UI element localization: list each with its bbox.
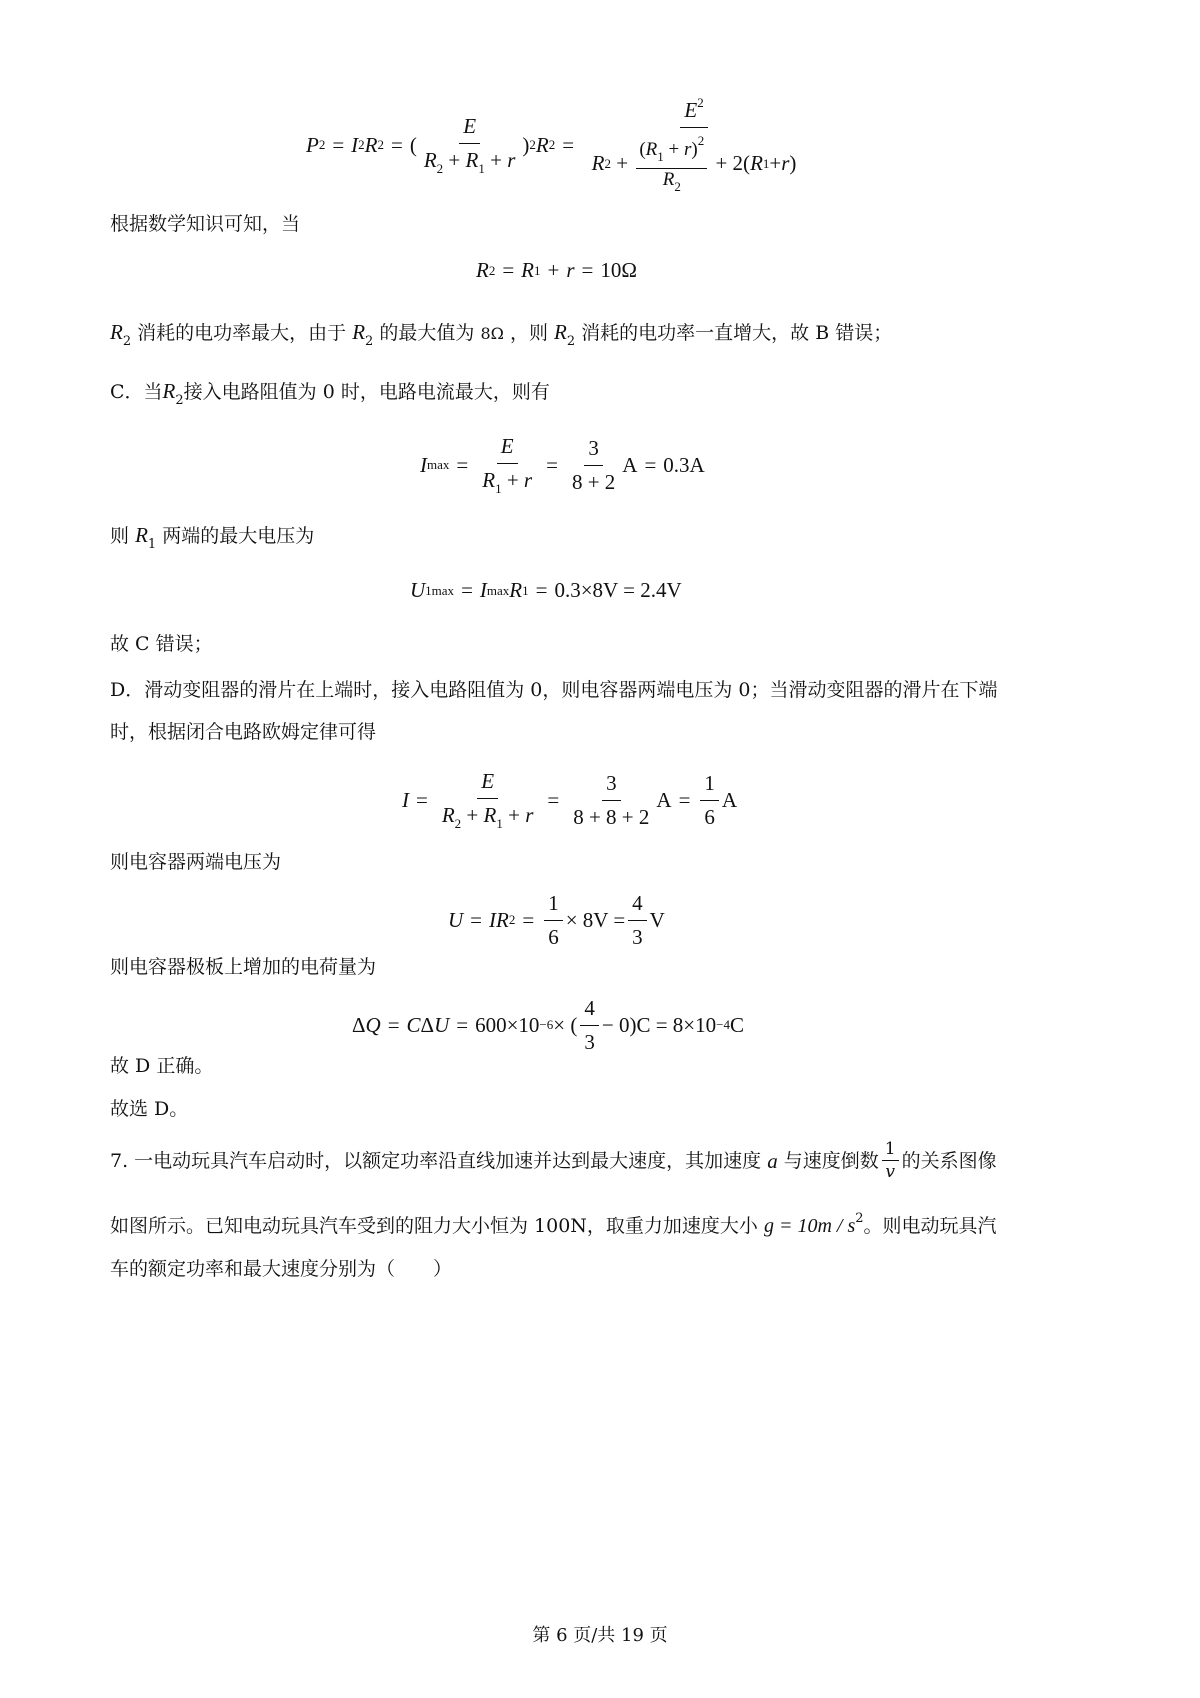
text-line: 则电容器极板上增加的电荷量为: [110, 956, 377, 978]
r2-value: 10Ω: [600, 258, 637, 282]
equation-r2: R 2 = R 1 + r = 10Ω: [476, 258, 637, 282]
text-line: 则 $R_1$ 两端的最大电压为: [110, 523, 315, 552]
text-line: 时，根据闭合电路欧姆定律可得: [110, 721, 377, 743]
equation-i: I = $\frac{E}{R_2 + R_1 + r}$ = $\frac{3}{8 + 8 + 2}$ A = $\frac{1}{6}$ A: [402, 768, 738, 831]
page-footer: 第 6 页/共 19 页: [532, 1625, 668, 1646]
text-line: 根据数学知识可知，当: [110, 213, 301, 235]
question-7-line-1: 7. 一电动玩具汽车启动时，以额定功率沿直线加速并达到最大速度，其加速度 a 与速度倒数 $\frac{1}{v}$ 的关系图像: [110, 1139, 997, 1182]
text-line: D．滑动变阻器的滑片在上端时，接入电路阻值为 0，则电容器两端电压为 0；当滑动变阻器的滑片在下端: [110, 679, 998, 701]
equation-u: U = IR 2 = $\frac{1}{6}$ × 8V = $\frac{4}{3}$ V: [448, 890, 665, 949]
equation-u1max: U 1max = I max R 1 = 0.3×8V = 2.4V: [410, 578, 682, 602]
equation-imax: I max = $\frac{E}{R_1 + r}$ = $\frac{3}{8 + 2}$ A = 0.3A: [420, 433, 705, 496]
equation-dq: Δ Q = C Δ U = 600×10 −6 × ( $\frac{4}{3}$ − 0)C = 8×10 −4 C: [352, 995, 744, 1054]
text-line: C．当$R_2$接入电路阻值为 0 时，电路电流最大，则有: [110, 379, 550, 408]
text-line: 故 D 正确。: [110, 1055, 214, 1077]
text-line: 故 C 错误；: [110, 633, 213, 655]
text-line: $R_2$ 消耗的电功率最大，由于 $R_2$ 的最大值为 8Ω ，则 $R_2$ 消耗的电功率一直增大，故 B 错误；: [110, 320, 893, 349]
question-7-line-3: 车的额定功率和最大速度分别为（ ）: [110, 1258, 453, 1280]
equation-p2: P 2 = I 2 R 2 = ( $\frac{E}{R_2 + R_1 + r}$ ) 2 R 2 = $E^2$ R 2 + $\frac{(R_1 + r)^2}{R_2}$ + 2( R 1 + r ): [306, 94, 797, 194]
question-7-line-2: 如图所示。已知电动玩具汽车受到的阻力大小恒为 100N，取重力加速度大小 $g = 10m / s^2$。则电动玩具汽: [110, 1211, 997, 1237]
text-line: 则电容器两端电压为: [110, 851, 282, 873]
text-line: 故选 D。: [110, 1098, 189, 1120]
